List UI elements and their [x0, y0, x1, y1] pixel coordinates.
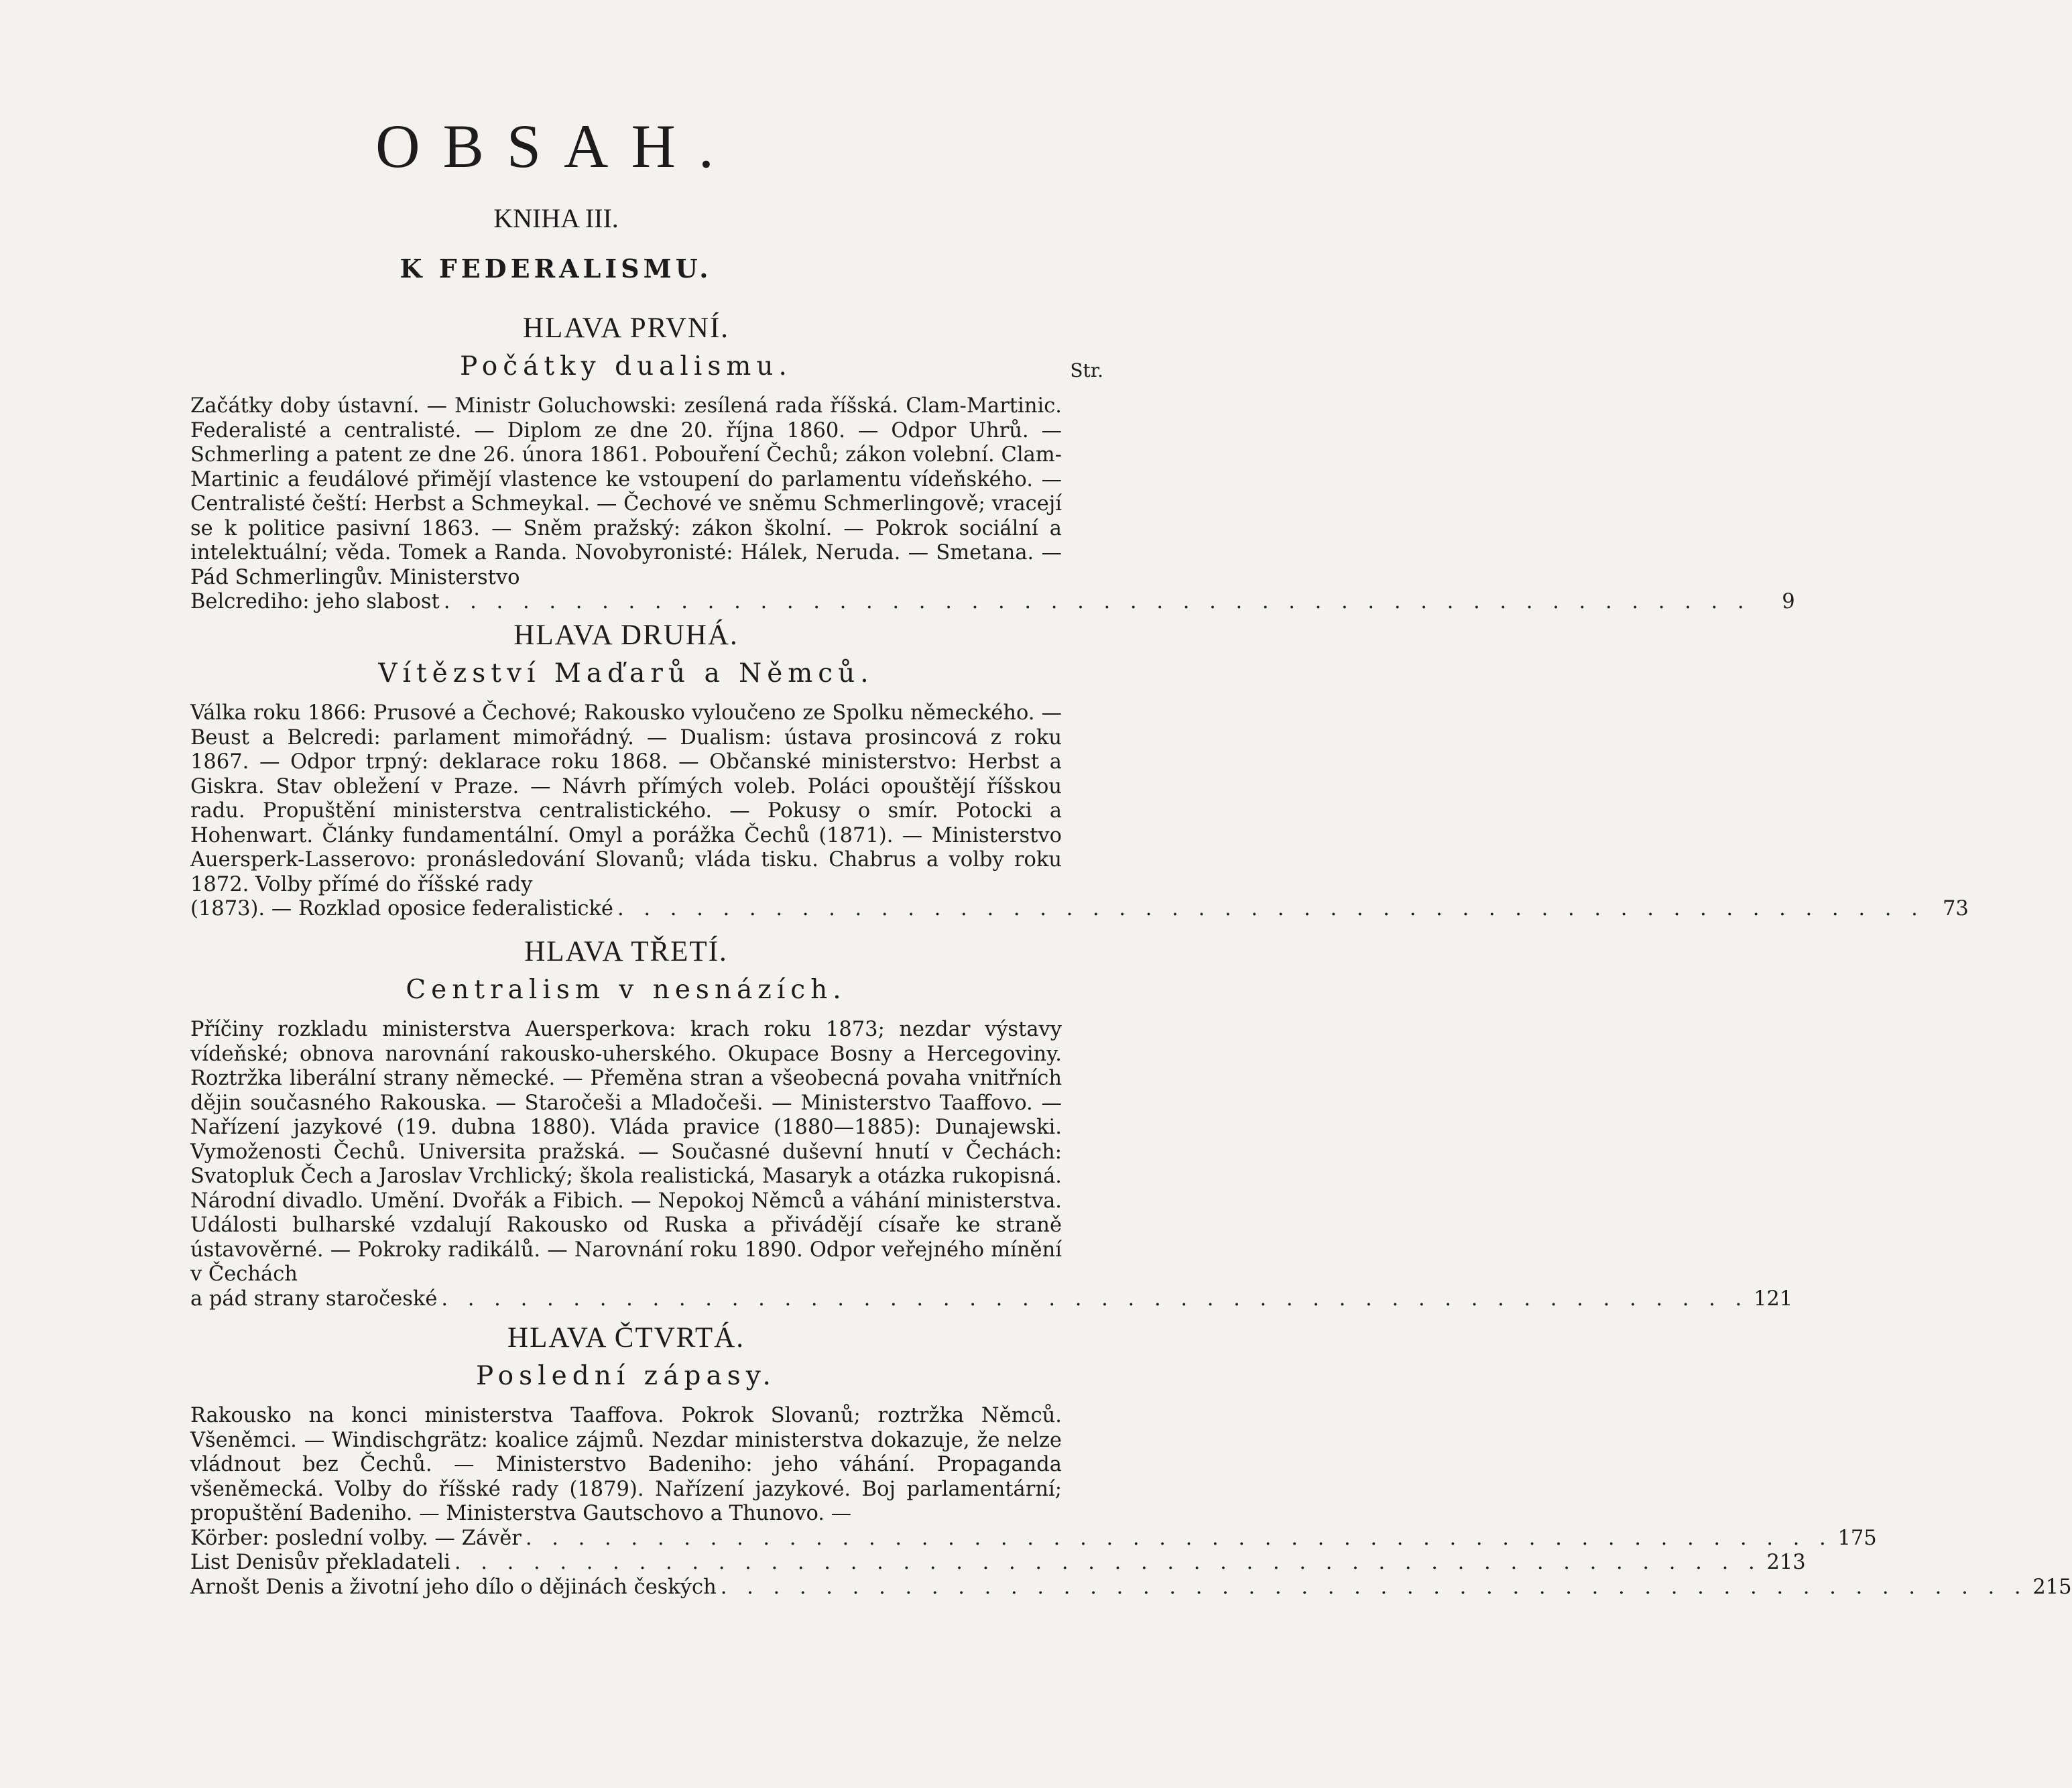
entry-text: Arnošt Denis a životní jeho dílo o dějinách českých [190, 1575, 717, 1599]
entry-text: List Denisův překladateli [190, 1551, 450, 1574]
toc-entry[interactable] [190, 1526, 1877, 1551]
chapter-subtitle-text: Centralism v nesnázích. [406, 975, 847, 1005]
chapter-subtitle [190, 1357, 1062, 1396]
chapter-summary: Začátky doby ústavní. — Ministr Goluchowski: zesílená rada říšská. Clam-Martinic. Federalisté a centralisté. — Diplom ze dne 20. října 1860. — Odpor Uhrů. — Schmerling a patent ze dne 26. února 1861. Pobouření Čechů; zákon volební. Clam-Martinic a feudálové přimějí vlastence ke vstoupení do parlamentu vídeňského. — Centralisté čeští: Herbst a Schmeykal. — Čechové ve sněmu Schmerlingově; vracejí se k politice pasivní 1863. — Sněm pražský: zákon školní. — Pokrok sociální a intelektuální; věda. Tomek a Randa. Novobyronisté: Hálek, Neruda. — Smetana. — Pád Schmerlingův. Ministerstvo [190, 394, 1062, 589]
dot-leader: . . . . . . . . . . . . . . . . . . . . . . . . . . . . . . . . . . . . . . . . . . . . . . . . . . [441, 1287, 1749, 1311]
entry-text: Körber: poslední volby. — Závěr [190, 1526, 522, 1550]
chapter-label: HLAVA TŘETÍ. [524, 936, 728, 967]
chapter-subtitle-text: Počátky dualismu. [460, 351, 792, 381]
toc-entry[interactable] [190, 590, 1795, 615]
chapter-subtitle-text: Poslední zápasy. [476, 1361, 776, 1391]
chapter-1 [190, 310, 1795, 615]
toc-entry[interactable] [190, 1551, 1806, 1575]
chapter-summary: Příčiny rozkladu ministerstva Auersperkova: krach roku 1873; nezdar výstavy vídeňské; obnova narovnání rakousko-uherského. Okupace Bosny a Hercegoviny. Roztržka liberální strany německé. — Přeměna stran a všeobecná povaha vnitřních dějin současného Rakouska. — Staročeši a Mladočeši. — Ministerstvo Taaffovo. — Nařízení jazykové (19. dubna 1880). Vláda pravice (1880—1885): Dunajewski. Vymoženosti Čechů. Universita pražská. — Současné duševní hnutí v Čechách: Svatopluk Čech a Jaroslav Vrchlický; škola realistická, Masaryk a otázka rukopisná. Národní divadlo. Umění. Dvořák a Fibich. — Nepokoj Němců a váhání ministerstva. Události bulharské vzdalují Rakousko od Ruska a přivádějí císaře ke straně ústavověrné. — Pokroky radikálů. — Narovnání roku 1890. Odpor veřejného mínění v Čechách [190, 1018, 1062, 1286]
entry-text: (1873). — Rozklad oposice federalistické [190, 897, 613, 920]
entry-text: Belcrediho: jeho slabost [190, 590, 440, 613]
page-column-label: Str. [1070, 359, 1103, 381]
chapter-2 [190, 617, 1969, 922]
page-number: 9 [1782, 590, 1795, 613]
book-heading: KNIHA III. [493, 203, 619, 233]
chapter-label: HLAVA PRVNÍ. [522, 312, 730, 344]
dot-leader: . . . . . . . . . . . . . . . . . . . . . . . . . . . . . . . . . . . . . . . . . . . . . . . . . . [525, 1526, 1833, 1550]
chapter-label: HLAVA DRUHÁ. [513, 619, 739, 651]
page-title: OBSAH. [375, 112, 737, 180]
part-heading: K FEDERALISMU. [400, 253, 713, 284]
dot-leader: . . . . . . . . . . . . . . . . . . . . . . . . . . . . . . . . . . . . . . . . . . . . . . . . . . [617, 897, 1925, 920]
page-number: 175 [1837, 1526, 1877, 1550]
chapter-label: HLAVA ČTVRTÁ. [507, 1322, 745, 1354]
dot-leader: . . . . . . . . . . . . . . . . . . . . . . . . . . . . . . . . . . . . . . . . . . . . . . . . . . [720, 1575, 2028, 1599]
chapter-subtitle [190, 347, 1103, 386]
chapter-4 [190, 1319, 2072, 1600]
toc-entry[interactable] [190, 897, 1969, 922]
chapter-summary: Válka roku 1866: Prusové a Čechové; Rakousko vyloučeno ze Spolku německého. — Beust a Belcredi: parlament mimořádný. — Dualism: ústava prosincová z roku 1867. — Odpor trpný: deklarace roku 1868. — Občanské ministerstvo: Herbst a Giskra. Stav obležení v Praze. — Návrh přímých voleb. Poláci opouštějí říšskou radu. Propuštění ministerstva centralistického. — Pokusy o smír. Potocki a Hohenwart. Články fundamentální. Omyl a porážka Čechů (1871). — Ministerstvo Auersperk-Lasserovo: pronásledování Slovanů; vláda tisku. Chabrus a volby roku 1872. Volby přímé do říšské rady [190, 701, 1062, 896]
dot-leader: . . . . . . . . . . . . . . . . . . . . . . . . . . . . . . . . . . . . . . . . . . . . . . . . . . [454, 1551, 1762, 1574]
chapter-3 [190, 933, 1793, 1311]
dot-leader: . . . . . . . . . . . . . . . . . . . . . . . . . . . . . . . . . . . . . . . . . . . . . . . . . . [443, 590, 1751, 613]
chapter-subtitle-text: Vítězství Maďarů a Němců. [378, 658, 874, 689]
entry-text: a pád strany staročeské [190, 1287, 438, 1311]
page-number: 213 [1766, 1551, 1806, 1574]
chapter-subtitle [190, 654, 1062, 693]
toc-entry[interactable] [190, 1287, 1793, 1312]
chapter-subtitle [190, 971, 1062, 1010]
page-number: 73 [1942, 897, 1969, 920]
toc-entry[interactable] [190, 1575, 2072, 1600]
page-number: 121 [1754, 1287, 1793, 1311]
chapter-summary: Rakousko na konci ministerstva Taaffova. Pokrok Slovanů; roztržka Němců. Všeněmci. — Windischgrätz: koalice zájmů. Nezdar ministerstva dokazuje, že nelze vládnout bez Čechů. — Ministerstvo Badeniho: jeho váhání. Propaganda všeněmecká. Volby do říšské rady (1879). Nařízení jazykové. Boj parlamentární; propuštění Badeniho. — Ministerstva Gautschovo a Thunovo. — [190, 1404, 1062, 1525]
page-number: 215 [2032, 1575, 2072, 1599]
